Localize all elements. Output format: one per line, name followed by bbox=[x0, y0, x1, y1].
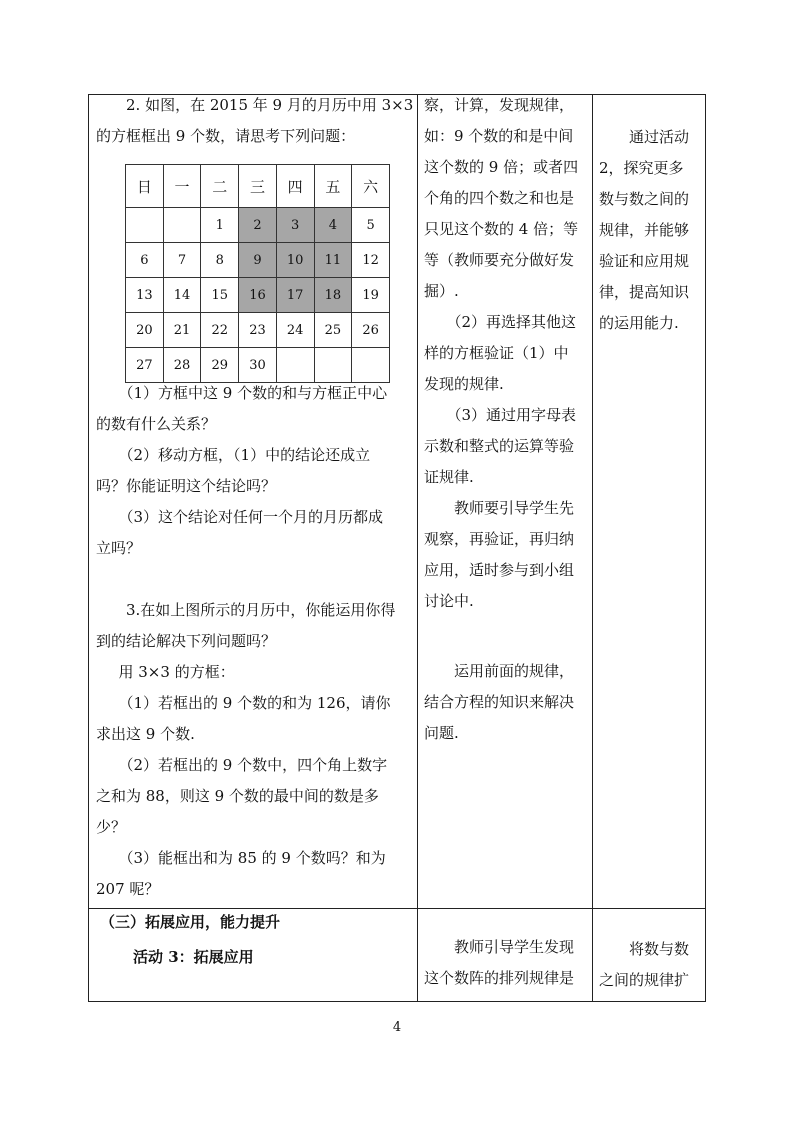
question-3-line-2: 到的结论解决下列问题吗？ bbox=[96, 632, 277, 650]
calendar-day-cell-boxed: 18 bbox=[314, 278, 352, 313]
calendar-day-cell-boxed: 9 bbox=[239, 243, 277, 278]
middle-p3-line-3: 证规律. bbox=[424, 468, 474, 486]
calendar-day-cell: 30 bbox=[239, 348, 277, 383]
calendar-day-cell bbox=[126, 208, 164, 243]
calendar-day-cell: 7 bbox=[163, 243, 201, 278]
bottom-right-cell bbox=[599, 934, 703, 996]
middle-p1-line-6: 等（教师要充分做好发 bbox=[424, 251, 575, 269]
bottom-middle-cell bbox=[424, 932, 590, 994]
right-column bbox=[599, 122, 703, 339]
calendar-header-cell: 一 bbox=[163, 165, 201, 208]
calendar-day-cell: 5 bbox=[352, 208, 390, 243]
calendar-day-cell: 8 bbox=[201, 243, 239, 278]
right-line-2: 2，探究更多 bbox=[599, 159, 684, 177]
middle-p2-line-2: 样的方框验证（1）中 bbox=[424, 344, 569, 362]
question-3b-line-1: （2）若框出的 9 个数中，四个角上数字 bbox=[118, 756, 388, 774]
calendar-day-cell: 26 bbox=[352, 313, 390, 348]
right-line-5: 验证和应用规 bbox=[599, 252, 690, 270]
middle-p1-line-4: 个角的四个数之和也是 bbox=[424, 189, 575, 207]
calendar-day-cell-boxed: 4 bbox=[314, 208, 352, 243]
sub-question-3-line-1: （3）这个结论对任何一个月的月历都成 bbox=[118, 508, 384, 526]
page-number: 4 bbox=[392, 1020, 402, 1035]
middle-p5-line-3: 问题. bbox=[424, 724, 459, 742]
right-line-4: 规律，并能够 bbox=[599, 221, 690, 239]
calendar-day-cell: 23 bbox=[239, 313, 277, 348]
middle-p1-line-5: 只见这个数的 4 倍；等 bbox=[424, 220, 579, 238]
question-3c-line-1: （3）能框出和为 85 的 9 个数吗？和为 bbox=[118, 849, 386, 867]
calendar-header-cell: 五 bbox=[314, 165, 352, 208]
calendar-day-cell: 20 bbox=[126, 313, 164, 348]
middle-p1-line-1: 察，计算，发现规律， bbox=[424, 96, 575, 114]
sub-question-2-line-1: （2）移动方框，（1）中的结论还成立 bbox=[118, 446, 371, 464]
calendar-day-cell: 29 bbox=[201, 348, 239, 383]
middle-p1-line-3: 这个数的 9 倍；或者四 bbox=[424, 158, 579, 176]
question-2-line-1: 2. 如图，在 2015 年 9 月的月历中用 3×3 bbox=[126, 96, 414, 114]
middle-p5-line-2: 结合方程的知识来解决 bbox=[424, 693, 575, 711]
calendar-header-cell: 日 bbox=[126, 165, 164, 208]
blank-line bbox=[96, 564, 416, 595]
calendar-header-cell: 六 bbox=[352, 165, 390, 208]
sub-question-3-line-2: 立吗？ bbox=[96, 539, 142, 557]
question-3b-line-3: 少？ bbox=[96, 818, 127, 836]
sub-question-1-line-1: （1）方框中这 9 个数的和与方框正中心 bbox=[118, 384, 388, 402]
bottom-right-line-2: 之间的规律扩 bbox=[599, 971, 690, 989]
calendar-day-cell: 6 bbox=[126, 243, 164, 278]
middle-p2-line-1: （2）再选择其他这 bbox=[446, 313, 577, 331]
calendar-table bbox=[125, 164, 390, 383]
calendar-day-cell: 19 bbox=[352, 278, 390, 313]
middle-p1-line-2: 如：9 个数的和是中间 bbox=[424, 127, 574, 145]
calendar-day-cell bbox=[163, 208, 201, 243]
question-3a-line-1: （1）若框出的 9 个数的和为 126，请你 bbox=[118, 694, 391, 712]
calendar-day-cell: 27 bbox=[126, 348, 164, 383]
calendar-day-cell: 25 bbox=[314, 313, 352, 348]
question-3b-line-2: 之和为 88，则这 9 个数的最中间的数是多 bbox=[96, 787, 379, 805]
question-3-line-1: 3.在如上图所示的月历中，你能运用你得 bbox=[126, 601, 396, 619]
calendar-day-cell-boxed: 16 bbox=[239, 278, 277, 313]
calendar-day-cell: 1 bbox=[201, 208, 239, 243]
calendar-day-cell: 28 bbox=[163, 348, 201, 383]
calendar-day-cell: 15 bbox=[201, 278, 239, 313]
right-line-1: 通过活动 bbox=[629, 128, 690, 146]
calendar-day-cell-boxed: 17 bbox=[276, 278, 314, 313]
blank-line bbox=[424, 617, 590, 648]
right-line-7: 的运用能力. bbox=[599, 314, 679, 332]
middle-p4-line-2: 观察，再验证，再归纳 bbox=[424, 530, 575, 548]
calendar-day-cell-boxed: 3 bbox=[276, 208, 314, 243]
question-3-intro: 用 3×3 的方框： bbox=[118, 663, 235, 681]
middle-p5-line-1: 运用前面的规律， bbox=[454, 662, 575, 680]
calendar-day-cell: 12 bbox=[352, 243, 390, 278]
calendar-day-cell: 24 bbox=[276, 313, 314, 348]
bottom-middle-line-2: 这个数阵的排列规律是 bbox=[424, 969, 575, 987]
sub-question-1-line-2: 的数有什么关系？ bbox=[96, 415, 217, 433]
middle-p3-line-1: （3）通过用字母表 bbox=[446, 406, 577, 424]
bottom-right-line-1: 将数与数 bbox=[629, 940, 690, 958]
question-3c-line-2: 207 呢？ bbox=[96, 880, 160, 898]
calendar-day-cell-boxed: 10 bbox=[276, 243, 314, 278]
middle-p1-line-7: 掘）. bbox=[424, 282, 459, 300]
middle-p4-line-3: 应用，适时参与到小组 bbox=[424, 561, 575, 579]
middle-p3-line-2: 示数和整式的运算等验 bbox=[424, 437, 575, 455]
calendar-day-cell: 13 bbox=[126, 278, 164, 313]
calendar-header-cell: 四 bbox=[276, 165, 314, 208]
calendar-day-cell-boxed: 11 bbox=[314, 243, 352, 278]
left-column bbox=[96, 90, 416, 152]
calendar-day-cell: 22 bbox=[201, 313, 239, 348]
middle-p4-line-1: 教师要引导学生先 bbox=[454, 499, 575, 517]
right-line-6: 律，提高知识 bbox=[599, 283, 690, 301]
calendar-day-cell-boxed: 2 bbox=[239, 208, 277, 243]
calendar-day-cell: 14 bbox=[163, 278, 201, 313]
section-title: （三）拓展应用，能力提升 bbox=[100, 913, 281, 931]
middle-p4-line-4: 讨论中. bbox=[424, 592, 474, 610]
right-line-3: 数与数之间的 bbox=[599, 190, 690, 208]
activity-title: 活动 3：拓展应用 bbox=[133, 948, 254, 966]
calendar-header-cell: 三 bbox=[239, 165, 277, 208]
question-3a-line-2: 求出这 9 个数. bbox=[96, 725, 195, 743]
sub-question-2-line-2: 吗？你能证明这个结论吗？ bbox=[96, 477, 277, 495]
calendar-day-cell: 21 bbox=[163, 313, 201, 348]
calendar-header-cell: 二 bbox=[201, 165, 239, 208]
middle-p2-line-3: 发现的规律. bbox=[424, 375, 504, 393]
left-column-lower bbox=[96, 378, 416, 905]
bottom-middle-line-1: 教师引导学生发现 bbox=[454, 938, 575, 956]
question-2-line-2: 的方框框出 9 个数，请思考下列问题： bbox=[96, 127, 356, 145]
middle-column bbox=[424, 90, 590, 749]
bottom-left-cell bbox=[100, 907, 420, 972]
